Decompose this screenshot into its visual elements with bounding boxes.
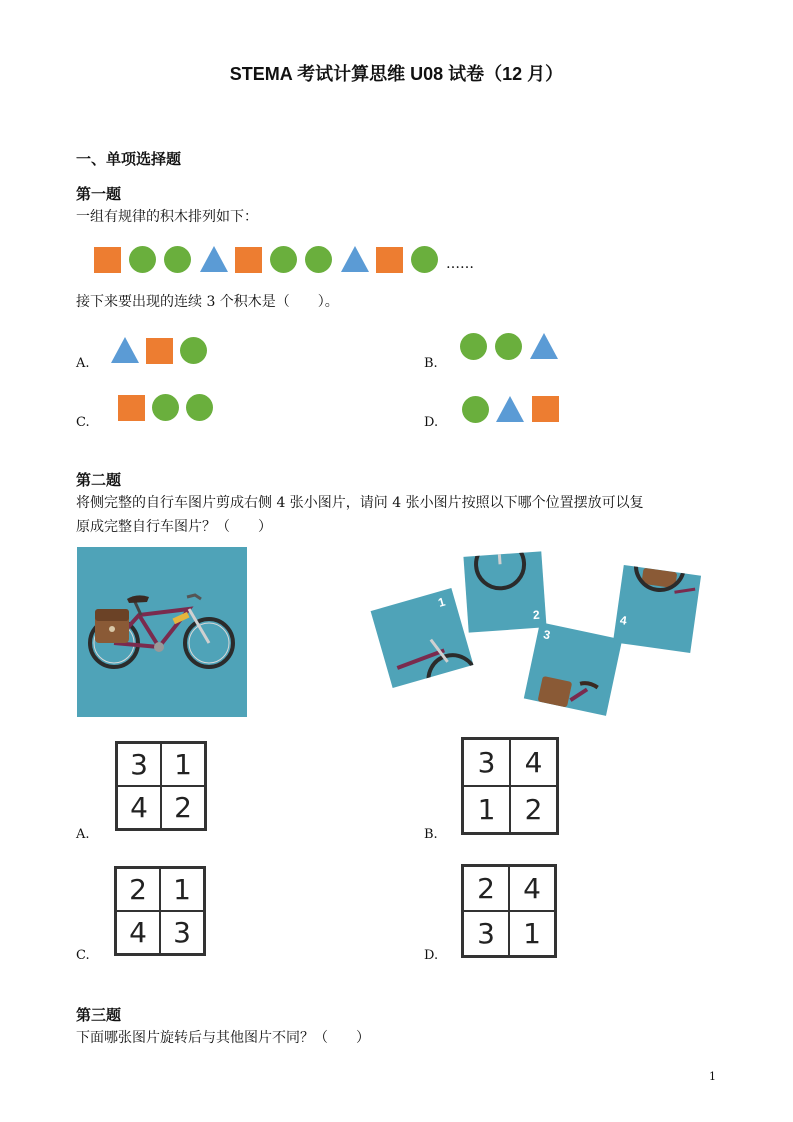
option-c-square — [118, 395, 145, 421]
option-c-circle — [186, 394, 213, 421]
q2-option-c-grid[interactable] — [114, 866, 206, 956]
grid-cell: 1 — [463, 786, 510, 833]
tile-number-2: 2 — [532, 607, 541, 623]
tile-number-3: 3 — [542, 627, 552, 643]
q2-option-a-label[interactable]: A. — [76, 827, 90, 842]
sequence-square — [376, 247, 403, 273]
sequence-ellipsis: …… — [446, 256, 474, 272]
q1-question: 接下来要出现的连续 3 个积木是（ ）。 — [76, 294, 339, 310]
q3-heading: 第三题 — [76, 1007, 122, 1024]
option-d-circle — [462, 396, 489, 423]
page-title: STEMA 考试计算思维 U08 试卷（12 月） — [229, 64, 564, 84]
q2-option-b-grid[interactable] — [461, 737, 559, 835]
sequence-circle — [305, 246, 332, 273]
sequence-triangle — [200, 246, 228, 272]
tile-4-illustration — [613, 565, 701, 653]
q3-question: 下面哪张图片旋转后与其他图片不同？（ ） — [76, 1030, 370, 1046]
option-d-triangle — [496, 396, 524, 422]
grid-cell: 2 — [463, 866, 509, 911]
option-b-circle — [460, 333, 487, 360]
option-b-triangle — [530, 333, 558, 359]
q2-question-line1: 将侧完整的自行车图片剪成右侧 4 张小图片，请问 4 张小图片按照以下哪个位置摆放可以复 — [76, 495, 644, 511]
grid-cell: 2 — [510, 786, 557, 833]
option-a-square — [146, 338, 173, 364]
option-c-circle — [152, 394, 179, 421]
q1-heading: 第一题 — [76, 186, 122, 203]
sequence-circle — [411, 246, 438, 273]
bicycle-illustration — [77, 547, 247, 717]
grid-cell: 3 — [160, 911, 204, 954]
bicycle-tile-1 — [371, 588, 474, 688]
tile-number-1: 1 — [436, 594, 447, 610]
q1-option-a-label[interactable]: A. — [76, 356, 90, 371]
tile-3-illustration — [524, 622, 622, 716]
q2-option-d-grid[interactable] — [461, 864, 557, 958]
grid-cell: 2 — [161, 786, 205, 829]
q1-option-d-label[interactable]: D. — [424, 415, 439, 430]
sequence-circle — [164, 246, 191, 273]
q1-option-c-label[interactable]: C. — [76, 415, 90, 430]
sequence-triangle — [341, 246, 369, 272]
grid-cell: 1 — [161, 743, 205, 786]
grid-cell: 4 — [116, 911, 160, 954]
bicycle-tile-4 — [613, 565, 701, 653]
grid-cell: 4 — [117, 786, 161, 829]
tile-1-illustration — [371, 588, 474, 688]
q2-heading: 第二题 — [76, 472, 122, 489]
bicycle-picture — [77, 547, 247, 717]
bicycle-tile-2 — [463, 551, 546, 632]
q2-option-c-label[interactable]: C. — [76, 948, 90, 963]
tile-number-4: 4 — [619, 613, 628, 628]
q2-option-a-grid[interactable] — [115, 741, 207, 831]
grid-cell: 1 — [160, 868, 204, 911]
section-heading: 一、单项选择题 — [76, 151, 182, 168]
grid-cell: 4 — [510, 739, 557, 786]
q1-intro: 一组有规律的积木排列如下： — [76, 209, 258, 225]
option-a-circle — [180, 337, 207, 364]
bicycle-tile-3 — [524, 622, 622, 716]
grid-cell: 3 — [117, 743, 161, 786]
option-b-circle — [495, 333, 522, 360]
option-d-square — [532, 396, 559, 422]
q1-sequence — [94, 246, 494, 276]
page-number: 1 — [709, 1070, 716, 1083]
grid-cell: 4 — [509, 866, 555, 911]
grid-cell: 3 — [463, 911, 509, 956]
sequence-square — [94, 247, 121, 273]
sequence-square — [235, 247, 262, 273]
q2-question-line2: 原成完整自行车图片？（ ） — [76, 519, 272, 535]
grid-cell: 3 — [463, 739, 510, 786]
q2-option-d-label[interactable]: D. — [424, 948, 439, 963]
sequence-circle — [270, 246, 297, 273]
q1-option-b-label[interactable]: B. — [424, 356, 438, 371]
option-a-triangle — [111, 337, 139, 363]
sequence-circle — [129, 246, 156, 273]
q2-option-b-label[interactable]: B. — [424, 827, 438, 842]
grid-cell: 1 — [509, 911, 555, 956]
grid-cell: 2 — [116, 868, 160, 911]
